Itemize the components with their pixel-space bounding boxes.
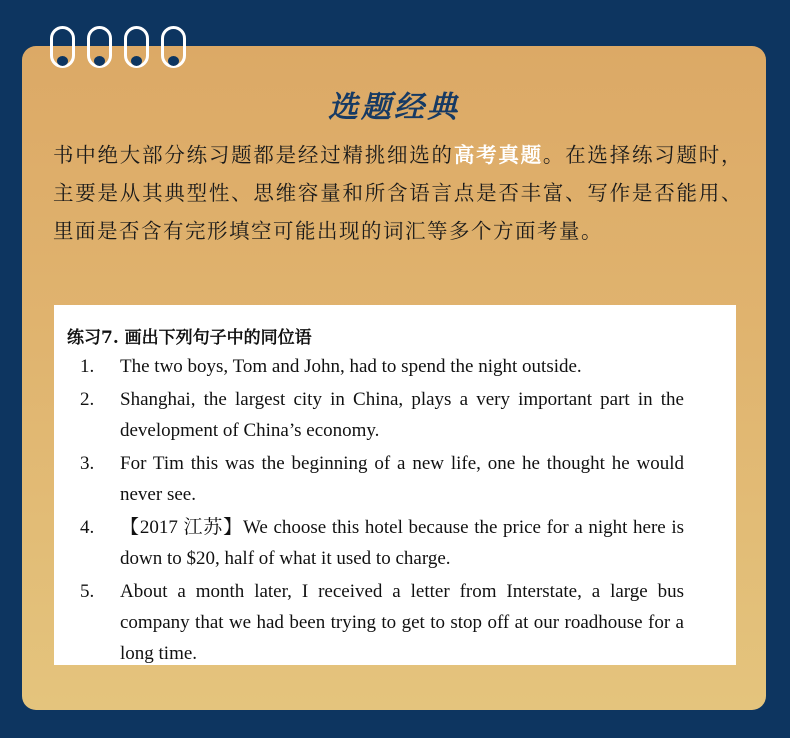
exercise-item (80, 384, 684, 446)
item-text: Shanghai, the largest city in China, plays a very important part in the development of China’s economy. (120, 389, 684, 441)
intro-highlight: 高考真题 (453, 143, 543, 167)
item-text: The two boys, Tom and John, had to spend the night outside. (120, 356, 582, 377)
item-number: 5. (80, 581, 95, 602)
item-number: 2. (80, 389, 95, 410)
binder-ring-icon (124, 26, 149, 70)
exercise-item (80, 512, 684, 574)
exercise-title: 练习7. 画出下列句子中的同位语 (67, 328, 312, 348)
exercise-item (80, 448, 684, 510)
binder-ring-icon (87, 26, 112, 70)
item-number: 4. (80, 517, 95, 538)
exercise-item (80, 576, 684, 669)
binder-ring-icon (50, 26, 75, 70)
feature-card (22, 46, 766, 710)
intro-text-before: 书中绝大部分练习题都是经过精挑细选的 (53, 143, 454, 167)
item-text: About a month later, I received a letter from Interstate, a large bus company that we had been trying to get to stop off at our roadhouse for a long time. (120, 581, 684, 664)
exercise-list (80, 351, 684, 671)
exercise-panel (54, 305, 736, 665)
item-text: 【2017 江苏】We choose this hotel because the price for a night here is down to $20, half of what it used to charge. (120, 517, 684, 569)
item-number: 1. (80, 356, 95, 377)
intro-text-after: 。在选择练习题时，主要是从其典型性、思维容量和所含语言点是否丰富、写作是否能用、里面是否含有完形填空可能出现的词汇等多个方面考量。 (53, 143, 744, 243)
binder-ring-icon (161, 26, 186, 70)
item-text: For Tim this was the beginning of a new life, one he thought he would never see. (120, 453, 684, 505)
exercise-item (80, 351, 684, 382)
binder-rings (50, 26, 186, 70)
item-number: 3. (80, 453, 95, 474)
intro-paragraph (53, 136, 743, 250)
section-title: 选题经典 (328, 90, 460, 125)
